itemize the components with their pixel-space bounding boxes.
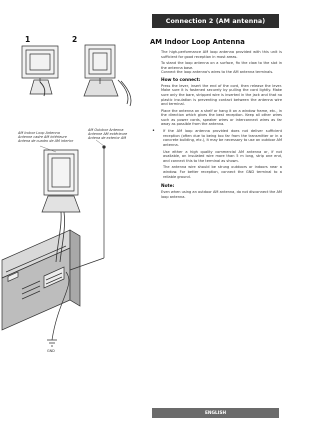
loop-antenna-step2 <box>84 45 131 106</box>
intro-paragraph: Connect the loop antenna's wires to the AM antenna terminals. <box>161 70 274 75</box>
antenna-illustration <box>0 0 150 424</box>
indoor-label-es: Antena de cuadro de AM interior <box>18 139 74 143</box>
text-column <box>150 38 282 202</box>
outdoor-label-es: Antena de exterior AM <box>88 136 127 140</box>
step-number-1: 1 <box>25 35 31 44</box>
bullet-paragraph: If the AM loop antenna provided does not deliver sufficient reception (often due to being too far from the transmitter or in a concrete building, etc.), it may be necessary to use an outdoor AM antenna. <box>163 129 282 147</box>
note-heading: Note: <box>161 184 175 190</box>
language-label: ENGLISH <box>204 410 227 416</box>
receiver-rear-panel <box>2 230 80 330</box>
language-footer <box>152 408 279 418</box>
intro-paragraph: The high-performance AM loop antenna provided with this unit is sufficient for good reception in most areas. <box>161 50 282 59</box>
how-to-connect-heading: How to connect: <box>161 77 201 83</box>
indoor-label-fr: Antenne cadre AM intérieure <box>18 135 67 139</box>
bullet-item <box>150 129 282 181</box>
step-number-2: 2 <box>72 35 78 44</box>
indoor-label-en: AM Indoor Loop Antenna <box>18 131 60 135</box>
outdoor-callout-line <box>96 140 104 146</box>
intro-paragraph: To stand the loop antenna on a surface, fix the claw to the slot in the antenna base. <box>161 61 282 70</box>
gnd-label: GND <box>47 349 55 353</box>
intro-block <box>161 50 282 75</box>
outdoor-label-en: AM Outdoor Antenna <box>88 128 124 132</box>
bullet-paragraph: The antenna wire should be strung outdoors or indoors near a window. For better reception, connect the GND terminal to a reliable ground. <box>163 165 282 179</box>
how-to-block <box>161 84 282 127</box>
bullet-paragraph: Use either a high quality commercial AM antenna or, if not available, an insulated wire more than 5 m long, strip one end, and connect this to the terminal as shown. <box>163 149 282 163</box>
loop-antenna-step1 <box>22 46 58 96</box>
how-paragraph: Press the lever, insert the end of the cord, then release the lever. Make sure it is fastened securely by pulling the cord lightly. Make sure only the bare, stripped wire is inserted in the jack and that no plastic insulation is preventing contact between the antenna wire and terminal. <box>161 83 282 107</box>
outdoor-label-fr: Antenne AM extérieure <box>88 132 128 136</box>
how-paragraph: Place the antenna on a shelf or hang it on a window frame, etc., in the direction which gives the best reception. Keep all other wires such as power cords, speaker wires or interconnect wires as far away as possible from the antenna. <box>161 108 282 127</box>
page-title: Connection 2 (AM antenna) <box>165 17 266 25</box>
page-title-banner <box>152 14 279 28</box>
outdoor-antenna-callout <box>88 128 127 140</box>
bullet-icon: • <box>152 128 155 135</box>
note-text: Even when using an outdoor AM antenna, do not disconnect the AM loop antenna. <box>161 190 282 199</box>
section-heading: AM Indoor Loop Antenna <box>150 38 245 46</box>
indoor-antenna-callout <box>18 131 73 143</box>
